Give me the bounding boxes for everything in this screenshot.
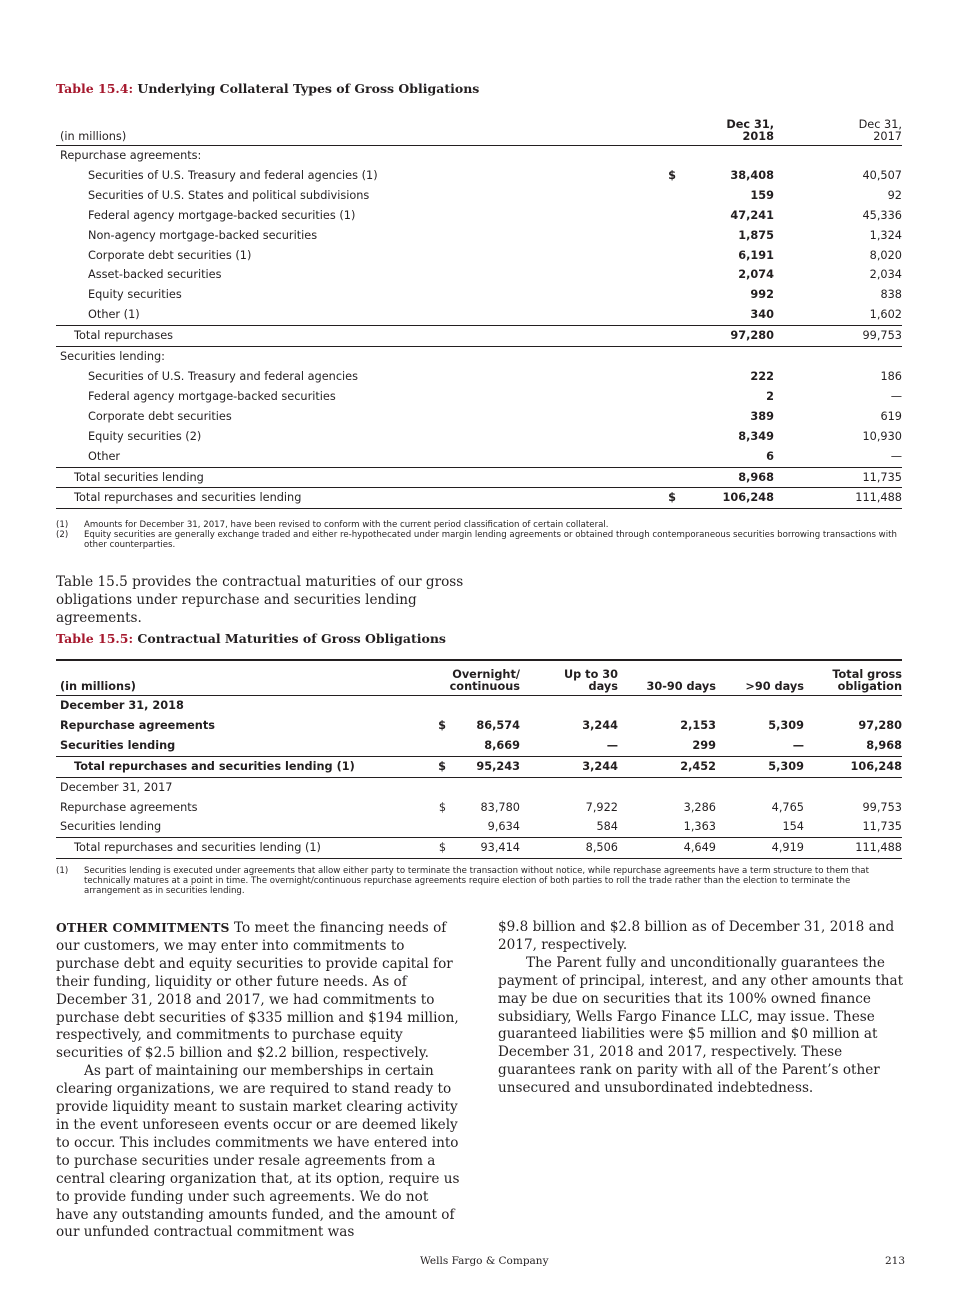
currency-symbol xyxy=(656,206,676,226)
column-header-2018 xyxy=(676,111,774,146)
value-up-to-30: 584 xyxy=(596,820,618,834)
value-30-90: 299 xyxy=(692,738,716,752)
value-30-90: 2,452 xyxy=(618,756,716,777)
header-line: Up to 30 xyxy=(563,668,618,681)
value-2017: 838 xyxy=(880,288,902,302)
table-row xyxy=(56,387,902,407)
table-row xyxy=(56,285,902,305)
grand-total-row xyxy=(56,488,902,509)
row-label: Repurchase agreements xyxy=(60,800,198,814)
left-text-column xyxy=(56,919,462,1242)
table-row xyxy=(56,265,902,285)
paragraph: The Parent fully and unconditionally guarantees the payment of principal, interest, and any other amounts that may be due on securities that its 100% owned finance subsidiary, Wells Fargo Finance LLC, may issue. These guaranteed liabilities were $5 million and $0 million at December 31, 2018 and 2017, respectively. These guarantees rank on parity with all of the Parent’s other unsecured and unsubordinated indebtedness. xyxy=(498,954,904,1097)
value-over-90: 5,309 xyxy=(768,718,804,732)
value-2017: 619 xyxy=(880,409,902,423)
header-line: Total gross xyxy=(832,668,902,681)
value-up-to-30: 3,244 xyxy=(520,756,618,777)
period-label: December 31, 2018 xyxy=(60,699,184,712)
value-2017: 99,753 xyxy=(774,326,902,347)
value-30-90: 4,649 xyxy=(618,838,716,859)
value-2018: 340 xyxy=(750,308,774,322)
row-label: Other xyxy=(88,449,121,463)
value-total: 8,968 xyxy=(866,738,902,752)
header-line: days xyxy=(588,680,618,693)
value-up-to-30: — xyxy=(606,738,618,752)
value-up-to-30: 3,244 xyxy=(582,718,618,732)
currency-symbol: $ xyxy=(656,488,676,509)
table-15-4-footnotes xyxy=(56,520,902,550)
value-overnight: 8,669 xyxy=(484,738,520,752)
value-up-to-30: 7,922 xyxy=(585,800,618,814)
value-30-90: 2,153 xyxy=(680,718,716,732)
row-label: Securities lending xyxy=(60,820,162,834)
row-label: Securities of U.S. Treasury and federal agencies xyxy=(88,369,359,383)
table-15-5-title xyxy=(56,631,446,646)
row-label: Asset-backed securities xyxy=(88,268,222,282)
column-header-30-90: 30-90 days xyxy=(618,660,716,696)
row-label: Non-agency mortgage-backed securities xyxy=(88,228,318,242)
table-number: Table 15.4: xyxy=(56,81,134,96)
total-row xyxy=(56,326,902,347)
row-label: Total repurchases and securities lending (1) xyxy=(56,838,426,859)
value-2017: 8,020 xyxy=(869,248,902,262)
header-line: continuous xyxy=(449,680,520,693)
value-overnight: 83,780 xyxy=(480,800,520,814)
page-number: 213 xyxy=(885,1255,906,1267)
value-total: 106,248 xyxy=(804,756,902,777)
value-total: 99,753 xyxy=(862,800,902,814)
table-row xyxy=(56,798,902,818)
row-label: Repurchase agreements xyxy=(60,718,215,732)
currency-symbol xyxy=(656,246,676,266)
value-2018: 106,248 xyxy=(676,488,774,509)
value-2017: — xyxy=(890,389,902,403)
value-2018: 6 xyxy=(766,449,774,463)
currency-symbol xyxy=(656,285,676,305)
footer-company: Wells Fargo & Company xyxy=(420,1255,549,1267)
section-header-row xyxy=(56,146,902,166)
header-line: Dec 31, xyxy=(858,118,902,131)
header-line: Dec 31, xyxy=(726,118,774,131)
collateral-types-table xyxy=(56,111,902,509)
currency-symbol: $ xyxy=(426,838,446,859)
value-2017: 45,336 xyxy=(862,208,902,222)
currency-symbol xyxy=(656,265,676,285)
table-row xyxy=(56,736,902,756)
table-row xyxy=(56,166,902,186)
value-2017: 111,488 xyxy=(774,488,902,509)
header-line: obligation xyxy=(837,680,902,693)
currency-symbol xyxy=(426,736,446,756)
table-row xyxy=(56,407,902,427)
value-30-90: 1,363 xyxy=(683,820,716,834)
value-2017: 11,735 xyxy=(774,467,902,488)
value-2018: 47,241 xyxy=(730,208,774,222)
value-overnight: 93,414 xyxy=(446,838,520,859)
row-label: Securities of U.S. Treasury and federal agencies (1) xyxy=(88,168,378,182)
paragraph: As part of maintaining our memberships in certain clearing organizations, we are required to stand ready to provide liquidity meant to sustain market clearing activity in the event unforeseen events occur or are deemed likely to occur. This includes commitments we have entered into to purchase securities under resale agreements from a central clearing organization that, at its option, require us to provide funding under such agreements. We do not have any outstanding amounts funded, and the amount of our unfunded contractual commitment was xyxy=(56,1063,460,1241)
row-label: Total repurchases xyxy=(56,326,656,347)
value-2018: 6,191 xyxy=(738,248,774,262)
value-2018: 222 xyxy=(750,369,774,383)
value-total: 11,735 xyxy=(862,820,902,834)
header-line: Overnight/ xyxy=(452,668,520,681)
value-2017: 1,602 xyxy=(869,308,902,322)
value-2018: 389 xyxy=(750,409,774,423)
footnote xyxy=(56,866,902,896)
total-row xyxy=(56,467,902,488)
table-number: Table 15.5: xyxy=(56,631,134,646)
footnote xyxy=(56,520,902,530)
value-30-90: 3,286 xyxy=(683,800,716,814)
row-label: Corporate debt securities (1) xyxy=(88,248,252,262)
footnote-text: Amounts for December 31, 2017, have been revised to conform with the current period classification of certain collateral. xyxy=(84,520,609,530)
section-label: Securities lending: xyxy=(60,350,165,364)
row-label: Other (1) xyxy=(88,308,140,322)
value-2018: 2 xyxy=(766,389,774,403)
value-2018: 8,349 xyxy=(738,429,774,443)
paragraph: $9.8 billion and $2.8 billion as of December 31, 2018 and 2017, respectively. xyxy=(498,919,895,953)
row-label: Corporate debt securities xyxy=(88,409,232,423)
period-label: December 31, 2017 xyxy=(60,780,173,794)
row-label: Federal agency mortgage-backed securities (1) xyxy=(88,208,356,222)
value-overnight: 9,634 xyxy=(487,820,520,834)
section-header-row xyxy=(56,347,902,367)
value-2017: 2,034 xyxy=(869,268,902,282)
currency-symbol: $ xyxy=(438,718,446,732)
value-over-90: 4,919 xyxy=(716,838,804,859)
table-row xyxy=(56,427,902,447)
value-2017: 1,324 xyxy=(869,228,902,242)
unit-label: (in millions) xyxy=(56,111,656,146)
footnote-number: (2) xyxy=(56,530,69,540)
total-row xyxy=(56,756,902,777)
value-2017: 10,930 xyxy=(862,429,902,443)
row-label: Federal agency mortgage-backed securities xyxy=(88,389,336,403)
intro-paragraph: Table 15.5 provides the contractual maturities of our gross obligations under repurchase and securities lending agreements. xyxy=(56,574,464,626)
table-row xyxy=(56,206,902,226)
currency-symbol xyxy=(656,186,676,206)
period-header-row xyxy=(56,696,902,716)
table-row xyxy=(56,447,902,467)
total-row xyxy=(56,838,902,859)
column-header-over-90: >90 days xyxy=(716,660,804,696)
value-over-90: 154 xyxy=(782,820,804,834)
row-label: Securities lending xyxy=(60,738,176,752)
column-header-total xyxy=(804,660,902,696)
column-header-overnight xyxy=(446,660,520,696)
right-text-column xyxy=(498,919,904,1098)
value-over-90: — xyxy=(792,738,804,752)
row-label: Total repurchases and securities lending xyxy=(56,488,656,509)
table-row xyxy=(56,817,902,837)
paragraph xyxy=(56,919,462,1063)
table-row xyxy=(56,186,902,206)
value-2018: 97,280 xyxy=(676,326,774,347)
table-header-row xyxy=(56,660,902,696)
currency-symbol xyxy=(426,817,446,837)
value-overnight: 86,574 xyxy=(476,718,520,732)
footnote-text: Securities lending is executed under agreements that allow either party to terminate the transaction without notice, while repurchase agreements have a term structure to them that technically matures at a point in time. The overnight/continuous repurchase agreements require election of both parties to roll the trade rather than the election to terminate the arrangement as in securities lending. xyxy=(84,866,869,896)
value-2017: 186 xyxy=(880,369,902,383)
footnote-number: (1) xyxy=(56,866,69,876)
table-15-5-footnotes xyxy=(56,866,902,896)
table-15-4-title xyxy=(56,81,479,96)
header-line: 2018 xyxy=(742,130,774,143)
row-label: Total securities lending xyxy=(56,467,656,488)
table-row xyxy=(56,246,902,266)
value-2018: 159 xyxy=(750,188,774,202)
paragraph-text: To meet the financing needs of our customers, we may enter into commitments to purchase debt and equity securities to provide capital for their funding, liquidity or other future needs. As of December 31, 2018 and 2017, we had commitments to purchase debt securities of $335 million and $194 million, respectively, and commitments to purchase equity securities of $2.5 billion and $2.2 billion, respectively. xyxy=(56,920,459,1062)
table-row xyxy=(56,226,902,246)
table-header-row xyxy=(56,111,902,146)
currency-symbol xyxy=(656,305,676,325)
section-label: Repurchase agreements: xyxy=(60,149,202,162)
footnote-number: (1) xyxy=(56,520,69,530)
value-up-to-30: 8,506 xyxy=(520,838,618,859)
footnote-text: Equity securities are generally exchange traded and either re-hypothecated under margin lending agreements or obtained through contemporaneous securities borrowing transactions with other counterparties. xyxy=(84,530,897,550)
value-2017: 40,507 xyxy=(862,168,902,182)
value-2017: 92 xyxy=(887,188,902,202)
value-total: 97,280 xyxy=(858,718,902,732)
table-title-text: Underlying Collateral Types of Gross Obligations xyxy=(137,81,480,96)
footnote xyxy=(56,530,902,550)
header-line: 2017 xyxy=(873,130,902,143)
value-total: 111,488 xyxy=(804,838,902,859)
column-header-up-to-30 xyxy=(520,660,618,696)
currency-symbol: $ xyxy=(668,168,676,182)
row-label: Equity securities xyxy=(88,288,182,302)
maturities-table xyxy=(56,659,902,859)
value-2018: 2,074 xyxy=(738,268,774,282)
value-2017: — xyxy=(890,449,902,463)
document-page xyxy=(56,0,904,1305)
table-row xyxy=(56,716,902,736)
row-label: Equity securities (2) xyxy=(88,429,202,443)
currency-symbol: $ xyxy=(426,756,446,777)
table-row xyxy=(56,305,902,325)
currency-symbol xyxy=(656,226,676,246)
row-label: Total repurchases and securities lending (1) xyxy=(56,756,426,777)
value-2018: 992 xyxy=(750,288,774,302)
section-lead: OTHER COMMITMENTS xyxy=(56,920,230,935)
column-header-2017 xyxy=(774,111,902,146)
row-label: Securities of U.S. States and political subdivisions xyxy=(88,188,370,202)
value-overnight: 95,243 xyxy=(446,756,520,777)
value-over-90: 4,765 xyxy=(771,800,804,814)
value-2018: 1,875 xyxy=(738,228,774,242)
table-title-text: Contractual Maturities of Gross Obligations xyxy=(137,631,446,646)
value-2018: 8,968 xyxy=(676,467,774,488)
value-over-90: 5,309 xyxy=(716,756,804,777)
value-2018: 38,408 xyxy=(730,168,774,182)
unit-label: (in millions) xyxy=(56,660,426,696)
table-row xyxy=(56,367,902,387)
currency-symbol: $ xyxy=(438,800,446,814)
period-header-row xyxy=(56,777,902,797)
